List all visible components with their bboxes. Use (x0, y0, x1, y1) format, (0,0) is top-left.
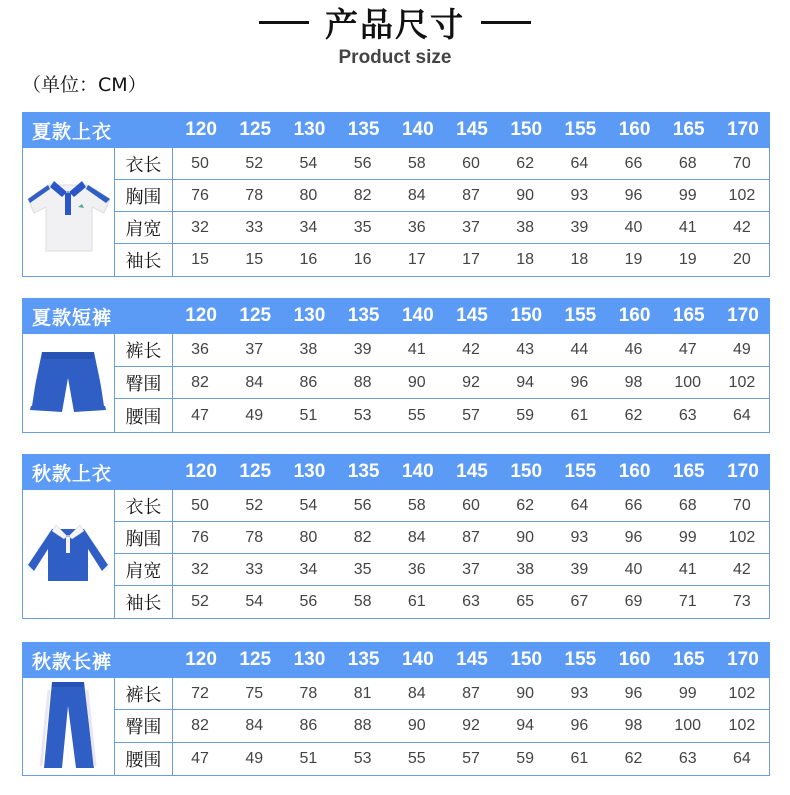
measurement-value: 38 (299, 340, 318, 358)
size-header: 170 (727, 649, 759, 670)
measurement-value: 37 (462, 560, 480, 578)
size-header: 125 (239, 461, 272, 482)
measurement-value: 19 (624, 251, 643, 268)
measurement-value: 18 (516, 251, 535, 268)
measurement-value: 50 (191, 496, 209, 514)
measurement-value: 33 (245, 218, 264, 236)
measurement-value: 96 (570, 716, 589, 734)
measurement-value: 78 (245, 186, 264, 204)
measurement-value: 50 (191, 154, 209, 172)
measurement-value: 98 (624, 373, 643, 391)
measurement-value: 37 (462, 218, 480, 236)
measurement-value: 98 (624, 716, 643, 734)
measurement-value: 47 (678, 340, 697, 358)
measurement-value: 16 (299, 251, 318, 268)
table-row (115, 554, 769, 586)
table-row (115, 743, 769, 775)
measurement-value: 86 (299, 716, 318, 734)
size-header: 150 (510, 649, 543, 670)
size-table-summer-top (22, 112, 770, 277)
size-header: 140 (401, 119, 434, 140)
table-header (22, 454, 770, 490)
measurement-value: 82 (191, 716, 209, 734)
table-row (115, 180, 769, 212)
measurement-label: 袖长 (115, 586, 173, 618)
measurement-value: 19 (678, 251, 697, 268)
measurement-value: 102 (728, 186, 756, 204)
measurement-value: 61 (570, 749, 589, 767)
measurement-value: 57 (462, 749, 480, 767)
measurement-value: 75 (245, 684, 264, 702)
measurement-value: 68 (678, 496, 697, 514)
measurement-value: 78 (299, 684, 318, 702)
table-header (22, 298, 770, 334)
measurement-value: 52 (191, 593, 209, 610)
measurement-value: 44 (570, 340, 589, 358)
measurement-value: 41 (678, 218, 697, 236)
measurement-value: 57 (462, 406, 480, 424)
table-body (22, 334, 770, 433)
measurement-value: 99 (678, 186, 697, 204)
measurement-value: 40 (624, 218, 643, 236)
measurement-label: 肩宽 (115, 212, 173, 243)
size-header: 165 (672, 119, 705, 140)
measurement-value: 102 (728, 528, 756, 546)
short-sleeve-polo-shirt-image (23, 148, 115, 276)
measurement-value: 51 (299, 749, 318, 767)
measurement-value: 84 (245, 716, 264, 734)
measurement-value: 84 (407, 186, 426, 204)
table-body (22, 148, 770, 277)
measurement-label: 裤长 (115, 334, 173, 366)
measurement-value: 65 (516, 593, 535, 610)
measurement-value: 39 (353, 340, 372, 358)
measurement-value: 93 (570, 684, 589, 702)
measurement-value: 61 (407, 593, 426, 610)
measurement-value: 36 (407, 218, 426, 236)
size-header: 125 (239, 119, 272, 140)
measurement-value: 15 (245, 251, 264, 268)
measurement-value: 93 (570, 186, 589, 204)
page-title-row (0, 2, 790, 42)
measurement-value: 90 (516, 684, 535, 702)
size-table-autumn-pants (22, 642, 770, 776)
unit-label: （单位：CM） (22, 74, 147, 96)
measurement-value: 84 (407, 528, 426, 546)
measurement-value: 15 (191, 251, 209, 268)
size-header: 140 (401, 305, 434, 326)
measurement-value: 64 (570, 154, 589, 172)
title-divider-left (259, 21, 309, 24)
measurement-value: 52 (245, 154, 264, 172)
table-title: 秋款长裤 (32, 650, 113, 673)
long-sleeve-polo-shirt-image (23, 490, 115, 618)
measurement-value: 92 (462, 373, 480, 391)
measurement-label: 胸围 (115, 180, 173, 211)
page-subtitle: Product size (338, 47, 452, 68)
size-header: 125 (239, 305, 272, 326)
size-header: 145 (456, 461, 488, 482)
measurement-value: 81 (353, 684, 372, 702)
measurement-value: 88 (353, 373, 372, 391)
table-body (22, 678, 770, 776)
size-header: 170 (727, 461, 759, 482)
size-header: 150 (510, 119, 543, 140)
size-header: 135 (347, 461, 380, 482)
measurement-value: 96 (570, 373, 589, 391)
title-divider-right (481, 21, 531, 24)
measurement-value: 78 (245, 528, 264, 546)
table-row (115, 678, 769, 710)
measurement-value: 35 (353, 560, 372, 578)
measurement-value: 69 (624, 593, 643, 610)
size-header: 150 (510, 461, 543, 482)
size-header: 160 (618, 649, 651, 670)
measurement-value: 70 (733, 496, 751, 514)
measurement-value: 41 (407, 340, 426, 358)
size-header: 150 (510, 305, 543, 326)
measurement-value: 71 (678, 593, 697, 610)
size-header: 145 (456, 649, 488, 670)
measurement-value: 47 (191, 406, 209, 424)
measurement-value: 90 (516, 186, 535, 204)
measurement-value: 84 (245, 373, 264, 391)
measurement-value: 58 (407, 154, 426, 172)
measurement-value: 99 (678, 528, 697, 546)
measurement-value: 55 (407, 749, 426, 767)
measurement-value: 32 (191, 560, 209, 578)
measurement-label: 衣长 (115, 490, 173, 521)
size-header: 140 (401, 461, 434, 482)
measurement-value: 55 (407, 406, 426, 424)
measurement-value: 36 (191, 340, 209, 358)
measurement-value: 84 (407, 684, 426, 702)
measurement-value: 17 (407, 251, 426, 268)
measurement-value: 54 (299, 496, 318, 514)
measurement-value: 51 (299, 406, 318, 424)
measurement-value: 90 (407, 716, 426, 734)
size-header: 120 (185, 305, 217, 326)
size-header: 165 (672, 461, 705, 482)
measurement-value: 64 (733, 406, 751, 424)
measurement-value: 88 (353, 716, 372, 734)
measurement-value: 70 (733, 154, 751, 172)
measurement-value: 56 (353, 496, 372, 514)
measurement-value: 96 (624, 186, 643, 204)
measurement-value: 80 (299, 186, 318, 204)
table-title: 夏款短裤 (32, 306, 113, 329)
size-header: 140 (401, 649, 434, 670)
measurement-value: 86 (299, 373, 318, 391)
size-header: 120 (185, 649, 217, 670)
measurement-value: 76 (191, 528, 209, 546)
size-header: 135 (347, 119, 380, 140)
table-title: 秋款上衣 (32, 462, 113, 485)
measurement-value: 17 (462, 251, 480, 268)
measurement-value: 100 (674, 373, 702, 391)
size-header: 130 (293, 649, 326, 670)
measurement-label: 裤长 (115, 678, 173, 709)
measurement-value: 87 (462, 684, 480, 702)
measurement-value: 42 (462, 340, 480, 358)
measurement-label: 腰围 (115, 743, 173, 775)
measurement-value: 92 (462, 716, 480, 734)
size-header: 155 (564, 119, 597, 140)
measurement-value: 35 (353, 218, 372, 236)
measurement-value: 62 (624, 406, 643, 424)
table-row (115, 399, 769, 432)
measurement-value: 53 (353, 749, 372, 767)
measurement-value: 67 (570, 593, 589, 610)
table-row (115, 490, 769, 522)
measurement-value: 80 (299, 528, 318, 546)
measurement-value: 87 (462, 186, 480, 204)
measurement-value: 56 (299, 593, 318, 610)
table-body (22, 490, 770, 619)
measurement-value: 94 (516, 373, 535, 391)
measurement-value: 63 (678, 406, 697, 424)
measurement-label: 衣长 (115, 148, 173, 179)
table-header (22, 112, 770, 148)
size-header: 160 (618, 119, 651, 140)
measurement-value: 40 (624, 560, 643, 578)
measurement-value: 66 (624, 154, 643, 172)
table-row (115, 710, 769, 742)
measurement-value: 82 (191, 373, 209, 391)
size-header: 130 (293, 305, 326, 326)
long-pants-image (23, 678, 115, 775)
measurement-value: 49 (245, 406, 264, 424)
table-row (115, 148, 769, 180)
measurement-label: 腰围 (115, 399, 173, 432)
size-header: 170 (727, 119, 759, 140)
measurement-value: 64 (733, 749, 751, 767)
measurement-value: 60 (462, 154, 480, 172)
measurement-value: 76 (191, 186, 209, 204)
measurement-value: 63 (462, 593, 480, 610)
measurement-value: 47 (191, 749, 209, 767)
measurement-value: 34 (299, 560, 318, 578)
size-header: 155 (564, 649, 597, 670)
measurement-label: 臀围 (115, 367, 173, 399)
measurement-value: 94 (516, 716, 535, 734)
size-header: 160 (618, 305, 651, 326)
size-header: 170 (727, 305, 759, 326)
size-header: 130 (293, 461, 326, 482)
measurement-value: 87 (462, 528, 480, 546)
page-title: 产品尺寸 (325, 4, 465, 44)
measurement-value: 96 (624, 528, 643, 546)
measurement-value: 102 (728, 684, 756, 702)
measurement-value: 41 (678, 560, 697, 578)
measurement-value: 90 (516, 528, 535, 546)
measurement-value: 49 (245, 749, 264, 767)
measurement-value: 82 (353, 528, 372, 546)
shorts-image (23, 334, 115, 432)
measurement-value: 20 (733, 251, 751, 268)
size-header: 125 (239, 649, 272, 670)
size-header: 135 (347, 649, 380, 670)
measurement-value: 39 (570, 218, 589, 236)
measurement-value: 53 (353, 406, 372, 424)
measurement-value: 34 (299, 218, 318, 236)
size-header: 155 (564, 305, 597, 326)
size-header: 165 (672, 649, 705, 670)
table-row (115, 522, 769, 554)
measurement-value: 62 (516, 154, 535, 172)
measurement-value: 43 (516, 340, 535, 358)
measurement-value: 39 (570, 560, 589, 578)
size-header: 155 (564, 461, 597, 482)
measurement-value: 49 (733, 340, 751, 358)
measurement-value: 32 (191, 218, 209, 236)
measurement-value: 42 (733, 560, 751, 578)
size-table-summer-shorts (22, 298, 770, 433)
measurement-value: 54 (245, 593, 264, 610)
measurement-label: 肩宽 (115, 554, 173, 585)
measurement-value: 37 (245, 340, 264, 358)
measurement-label: 袖长 (115, 244, 173, 276)
size-header: 145 (456, 119, 488, 140)
measurement-value: 52 (245, 496, 264, 514)
size-table-autumn-top (22, 454, 770, 619)
table-row (115, 212, 769, 244)
measurement-value: 38 (516, 218, 535, 236)
measurement-value: 38 (516, 560, 535, 578)
measurement-value: 18 (570, 251, 589, 268)
measurement-value: 82 (353, 186, 372, 204)
size-header: 160 (618, 461, 651, 482)
measurement-value: 33 (245, 560, 264, 578)
measurement-label: 胸围 (115, 522, 173, 553)
measurement-value: 62 (516, 496, 535, 514)
measurement-value: 64 (570, 496, 589, 514)
table-header (22, 642, 770, 678)
measurement-value: 61 (570, 406, 589, 424)
table-row (115, 367, 769, 400)
measurement-value: 60 (462, 496, 480, 514)
measurement-value: 58 (353, 593, 372, 610)
measurement-value: 56 (353, 154, 372, 172)
measurement-value: 59 (516, 406, 535, 424)
table-row (115, 244, 769, 276)
measurement-value: 63 (678, 749, 697, 767)
size-header: 165 (672, 305, 705, 326)
measurement-value: 59 (516, 749, 535, 767)
measurement-value: 93 (570, 528, 589, 546)
measurement-value: 102 (728, 716, 756, 734)
measurement-value: 42 (733, 218, 751, 236)
measurement-value: 58 (407, 496, 426, 514)
measurement-value: 72 (191, 684, 209, 702)
measurement-value: 16 (353, 251, 372, 268)
measurement-value: 99 (678, 684, 697, 702)
measurement-value: 62 (624, 749, 643, 767)
measurement-value: 54 (299, 154, 318, 172)
measurement-value: 68 (678, 154, 697, 172)
table-row (115, 334, 769, 367)
measurement-value: 46 (624, 340, 643, 358)
measurement-value: 96 (624, 684, 643, 702)
measurement-value: 66 (624, 496, 643, 514)
size-header: 120 (185, 461, 217, 482)
measurement-value: 102 (728, 373, 756, 391)
measurement-value: 73 (733, 593, 751, 610)
measurement-label: 臀围 (115, 710, 173, 741)
size-header: 130 (293, 119, 326, 140)
measurement-value: 90 (407, 373, 426, 391)
size-header: 145 (456, 305, 488, 326)
measurement-value: 36 (407, 560, 426, 578)
size-header: 135 (347, 305, 380, 326)
table-title: 夏款上衣 (32, 120, 113, 143)
table-row (115, 586, 769, 618)
size-header: 120 (185, 119, 217, 140)
measurement-value: 100 (674, 716, 702, 734)
